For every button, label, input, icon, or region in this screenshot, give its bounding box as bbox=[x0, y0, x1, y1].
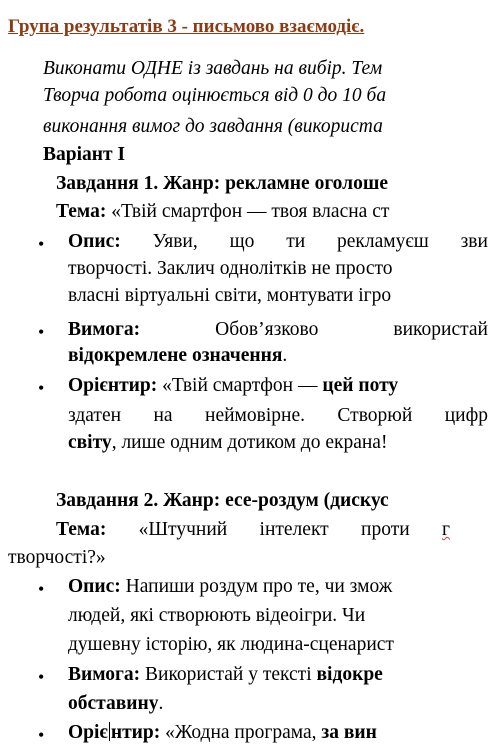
task2-guide-line1 bbox=[68, 721, 377, 745]
text: Напиши роздум про те, чи змож bbox=[120, 576, 393, 597]
task2-desc-line1 bbox=[68, 575, 392, 599]
word: «Штучний bbox=[138, 519, 228, 540]
task1-desc-line2: творчості. Заклич однолітків не просто bbox=[68, 258, 393, 279]
bullet-icon bbox=[38, 320, 44, 344]
bullet-icon bbox=[38, 577, 44, 601]
task1-guide-line2 bbox=[68, 404, 488, 428]
task2-desc-line2: людей, які створюють відеоігри. Чи bbox=[68, 605, 366, 626]
intro-line-2: Творча робота оцінюється від 0 до 10 ба bbox=[43, 85, 387, 106]
text: Використай у тексті bbox=[140, 664, 317, 685]
word: що bbox=[229, 231, 255, 252]
task1-desc-label: Опис: bbox=[68, 231, 121, 252]
text: , лише одним дотиком до екрана! bbox=[111, 432, 388, 453]
word: використай bbox=[393, 319, 488, 340]
task1-desc-line3: власні віртуальні світи, монтувати ігро bbox=[68, 285, 392, 306]
punct: . bbox=[282, 345, 288, 366]
word: неймовірне. bbox=[205, 405, 305, 426]
word: рекламуєш bbox=[337, 231, 429, 252]
text-cursor bbox=[109, 722, 110, 741]
task1-guide-line3 bbox=[68, 431, 387, 455]
task1-theme-label: Тема: bbox=[56, 201, 107, 222]
punct: . bbox=[158, 693, 164, 714]
task2-req-label: Вимога: bbox=[68, 664, 141, 685]
word: цифр bbox=[444, 405, 488, 426]
task2-theme-label: Тема: bbox=[56, 519, 107, 540]
text-bold: цей поту bbox=[322, 375, 399, 396]
word: ти bbox=[286, 231, 306, 252]
text-bold: обставину bbox=[68, 693, 159, 714]
text-bold: за вин bbox=[321, 722, 377, 743]
task2-theme-line2: творчості?» bbox=[8, 547, 106, 568]
task2-guide-label-a: Оріє bbox=[68, 722, 108, 743]
task2-guide-label-b: нтир: bbox=[110, 722, 161, 743]
intro-line-1: Виконати ОДНЕ із завдань на вибір. Тем bbox=[43, 58, 383, 79]
bullet-icon bbox=[38, 232, 44, 256]
task1-title: Завдання 1. Жанр: рекламне оголоше bbox=[56, 173, 388, 194]
task2-req-line1 bbox=[68, 663, 383, 687]
task1-desc-line1 bbox=[68, 230, 488, 254]
word: проти bbox=[361, 519, 410, 540]
word: здатен bbox=[68, 405, 122, 426]
task1-theme bbox=[56, 200, 389, 224]
task1-guide-line1 bbox=[68, 374, 398, 398]
task1-req-label: Вимога: bbox=[68, 319, 141, 340]
task1-req-line2 bbox=[68, 344, 287, 368]
text-bold: відокре bbox=[316, 664, 383, 685]
word: зви bbox=[460, 231, 488, 252]
word: Обов’язково bbox=[215, 319, 319, 340]
word: інтелект bbox=[259, 519, 329, 540]
task1-guide-label: Орієнтир: bbox=[68, 375, 158, 396]
task2-desc-label: Опис: bbox=[68, 576, 121, 597]
text: «Твій смартфон — bbox=[157, 375, 323, 396]
task1-req-line1 bbox=[68, 318, 488, 342]
bullet-icon bbox=[38, 665, 44, 689]
section-heading: Група результатів 3 - письмово взаємодіє. bbox=[8, 16, 365, 37]
text: «Жодна програма, bbox=[160, 722, 322, 743]
variant-title: Варіант І bbox=[43, 144, 126, 165]
word-spellcheck: г bbox=[441, 519, 450, 540]
bullet-icon bbox=[38, 723, 44, 747]
task2-theme-line1 bbox=[56, 518, 450, 542]
text-bold: світу bbox=[68, 432, 112, 453]
task1-theme-text: «Твій смартфон — твоя власна ст bbox=[106, 201, 390, 222]
task2-desc-line3: душевну історію, як людина-сценарист bbox=[68, 634, 394, 655]
task1-req-bold: відокремлене означення bbox=[68, 345, 283, 366]
task2-title: Завдання 2. Жанр: есе-роздум (дискус bbox=[56, 490, 389, 511]
word: Створюй bbox=[337, 405, 413, 426]
word: на bbox=[153, 405, 173, 426]
bullet-icon bbox=[38, 376, 44, 400]
task2-req-line2 bbox=[68, 692, 163, 716]
word: Уяви, bbox=[152, 231, 198, 252]
intro-line-3: виконання вимог до завдання (використа bbox=[43, 116, 383, 137]
